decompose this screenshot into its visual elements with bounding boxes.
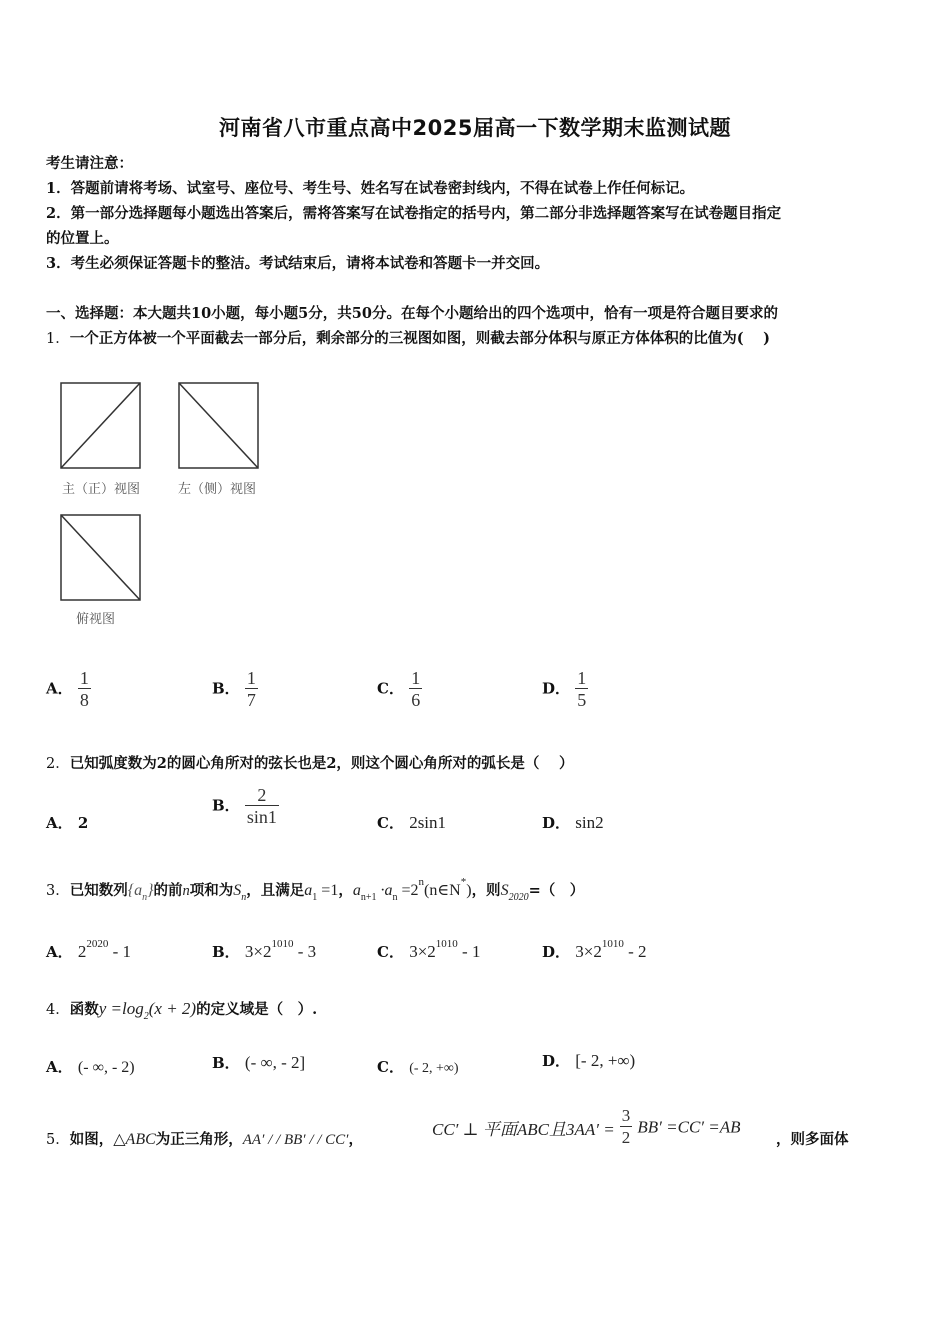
section-heading: 一、选择题：本大题共10小题，每小题5分，共50分。在每个小题给出的四个选项中，恰有一项是符合题目要求的	[46, 305, 778, 322]
math-n: n	[182, 883, 190, 899]
option-value: (- ∞, - 2]	[244, 1053, 306, 1072]
option-value: (- ∞, - 2)	[77, 1059, 135, 1076]
option-c[interactable]	[377, 812, 446, 833]
question-2	[46, 752, 573, 773]
option-b[interactable]	[212, 938, 316, 962]
option-label: A．	[46, 679, 73, 698]
fraction: $\frac{1}{5}$	[577, 668, 587, 710]
question-number: 1．	[46, 331, 70, 347]
question-number: 4．	[46, 1002, 70, 1018]
fraction: $\frac{2}{\sin 1}$	[246, 785, 277, 827]
option-label: B．	[212, 1054, 240, 1072]
option-label: C．	[377, 814, 404, 832]
option-label: B．	[212, 943, 240, 961]
question-text: 的前	[153, 882, 183, 899]
fraction: $\frac{1}{8}$	[79, 668, 89, 710]
parallel-condition: AA′ / / BB′ / / CC′	[242, 1132, 349, 1148]
question-text: 一个正方体被一个平面截去一部分后，剩余部分的三视图如图，则截去部分体积与原正方体体积的比值为( )	[69, 330, 770, 347]
option-b[interactable]	[212, 668, 258, 711]
question-text: 函数	[69, 1001, 99, 1018]
option-label: A．	[46, 1058, 73, 1076]
triangle-symbol: △ABC	[113, 1131, 156, 1148]
option-label: C．	[377, 1058, 404, 1076]
fraction: $\frac{1}{6}$	[411, 668, 421, 710]
fraction: $\frac{3}{2}$	[621, 1106, 631, 1147]
question-text: 已知弧度数为2的圆心角所对的弦长也是2，则这个圆心角所对的弧长是（ ）	[69, 755, 574, 772]
question-text: ，则	[471, 882, 501, 899]
option-value: 2	[77, 814, 89, 832]
question-3: 3．已知数列$\{a_n\}$的前n项和为$S_n$，且满足$a_1 =1$，$a_{n+1} \cdot a_n$ $=2^n(n\in N^*)$，则$S_{2020}=$（ ）	[46, 876, 585, 903]
option-label: D．	[542, 814, 571, 832]
front-view-figure	[58, 380, 148, 472]
option-label: D．	[542, 1052, 571, 1070]
side-view-label: 左（侧）视图	[178, 482, 257, 497]
option-label: D．	[542, 943, 571, 961]
side-view-figure	[176, 380, 266, 472]
sum-2020: $S_{2020}$	[500, 882, 529, 903]
option-d[interactable]	[542, 668, 588, 711]
option-b[interactable]	[212, 785, 279, 828]
option-c[interactable]	[377, 938, 480, 962]
question-1	[46, 327, 770, 348]
option-label: D．	[542, 679, 571, 698]
question-5: 5．如图，△ABC为正三角形，AA′ / / BB′ / / CC′，	[46, 1131, 363, 1148]
option-label: C．	[377, 679, 404, 698]
option-a[interactable]	[46, 1056, 135, 1077]
option-label: B．	[212, 679, 240, 698]
option-a[interactable]	[46, 812, 88, 833]
fraction: $\frac{1}{7}$	[246, 668, 256, 710]
question-text: 的定义域是（ ）.	[196, 1001, 318, 1018]
option-value: $3\times 2^{1010} - 2$	[575, 938, 647, 961]
condition-1: $a_1 =1$	[304, 882, 339, 903]
question-number: 5．	[46, 1132, 70, 1148]
question-text: 已知数列	[69, 882, 128, 899]
front-view-label: 主（正）视图	[62, 482, 141, 497]
option-d[interactable]	[542, 1050, 635, 1071]
question-4	[46, 998, 317, 1022]
option-label: A．	[46, 943, 73, 961]
option-value: $2^{2020} - 1$	[77, 938, 132, 961]
option-d[interactable]	[542, 812, 604, 833]
question-text: 项和为	[189, 882, 234, 899]
question-5-condition: CC′ ⊥ 平面ABC且3AA′ = $\frac{3}{2}$ BB′ =CC′ =AB	[432, 1106, 741, 1147]
condition-2: $a_{n+1} \cdot a_n$ $=2^n(n\in N^*)$	[352, 876, 472, 903]
option-value: [- 2, +∞)	[575, 1051, 636, 1070]
option-label: C．	[377, 943, 404, 961]
option-value: sin2	[575, 813, 604, 832]
option-c[interactable]	[377, 1056, 459, 1077]
option-value: $3\times 2^{1010} - 3$	[244, 938, 317, 961]
page-title: 河南省八市重点高中2025届高一下数学期末监测试题	[219, 116, 731, 140]
notice-item: 1．答题前请将考场、试室号、座位号、考生号、姓名写在试卷密封线内，不得在试卷上作任何标记。	[46, 180, 695, 197]
question-number: 3．	[46, 883, 70, 899]
function-formula: $y =\log_2(x + 2)$	[98, 999, 197, 1022]
top-view-figure	[58, 512, 148, 604]
notice-item: 的位置上。	[46, 230, 119, 247]
option-value: 2sin1	[409, 813, 447, 832]
top-view-label: 俯视图	[76, 612, 116, 627]
question-text: =（ ）	[528, 882, 585, 899]
option-a[interactable]	[46, 668, 91, 711]
option-label: A．	[46, 814, 73, 832]
notice-item: 2．第一部分选择题每小题选出答案后，需将答案写在试卷指定的括号内，第二部分非选择题答案写在试卷题目指定	[46, 205, 782, 222]
option-b[interactable]	[212, 1052, 305, 1073]
sequence-symbol: $\{a_n\}$	[127, 882, 154, 903]
option-value: (- 2, +∞)	[409, 1061, 459, 1076]
sum-symbol: $S_n$	[233, 882, 247, 903]
option-value: $3\times 2^{1010} - 1$	[409, 938, 481, 961]
question-text: ，则多面体	[776, 1131, 849, 1148]
option-c[interactable]	[377, 668, 422, 711]
notice-heading: 考生请注意：	[46, 155, 133, 172]
option-d[interactable]	[542, 938, 647, 962]
question-text: 为正三角形，	[155, 1131, 243, 1148]
question-text: ，且满足	[246, 882, 305, 899]
option-a[interactable]	[46, 938, 131, 962]
option-label: B．	[212, 796, 240, 815]
question-number: 2．	[46, 756, 70, 772]
notice-item: 3．考生必须保证答题卡的整洁。考试结束后，请将本试卷和答题卡一并交回。	[46, 255, 550, 272]
question-text: 如图，	[69, 1131, 114, 1148]
